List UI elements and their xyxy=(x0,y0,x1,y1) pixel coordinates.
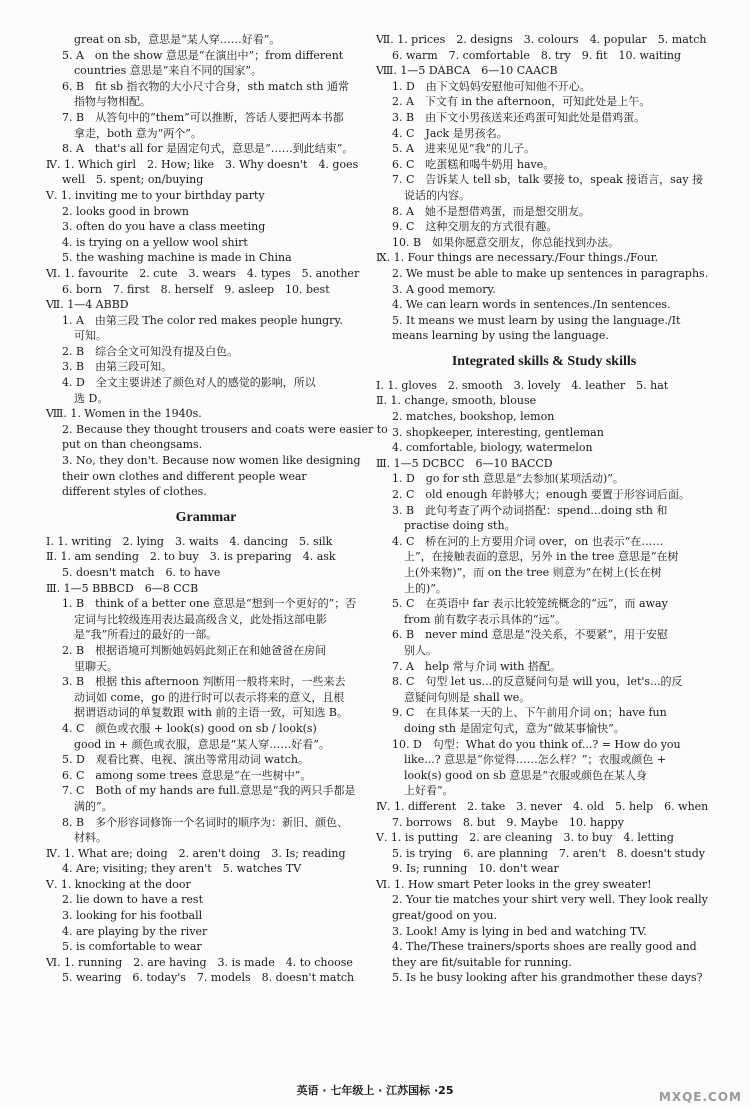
answer-line: Ⅶ. 1. prices 2. designs 3. colours 4. popular 5. match xyxy=(376,33,707,46)
answer-line: 指物与物相配。 xyxy=(74,95,151,109)
answer-line: 6. B never mind 意思是“没关系，不要紧”，用于安慰 xyxy=(392,628,668,642)
answer-line: 动词如 come，go 的进行时可以表示将来的意义，且根 xyxy=(74,690,345,704)
answer-line: good in + 颜色或衣服，意思是“某人穿……好看”。 xyxy=(74,737,330,751)
answer-line: 2. looks good in brown xyxy=(62,204,189,218)
answer-line: practise doing sth。 xyxy=(404,519,516,533)
answer-line: 满的”。 xyxy=(74,799,113,813)
answer-line: 4. are playing by the river xyxy=(62,924,208,938)
answer-line: 3. often do you have a class meeting xyxy=(62,220,266,234)
answer-line: 2. C old enough 年龄够大；enough 要置于形容词后面。 xyxy=(392,488,690,502)
answer-line: 3. looking for his football xyxy=(62,909,203,923)
answer-line: 2. Your tie matches your shirt very well. They look really xyxy=(392,893,708,907)
answer-line: 8. C 句型 let us...的反意疑问句是 will you，let's...的反 xyxy=(392,675,683,689)
answer-line: like...? 意思是“你觉得……怎么样？”；衣服或颜色 + xyxy=(404,753,667,767)
answer-line: 据谓语动词的单复数跟 with 前的主语一致，可知选 B。 xyxy=(74,706,349,720)
answer-line: 意疑问句则是 shall we。 xyxy=(404,690,531,704)
answer-line: 别人。 xyxy=(404,643,437,657)
answer-line: 4. The/These trainers/sports shoes are really good and xyxy=(392,940,697,954)
answer-line: 9. C 这种交朋友的方式很有趣。 xyxy=(392,220,558,234)
answer-line: Ⅶ. 1—4 ABBD xyxy=(46,298,129,312)
answer-line: their own clothes and different people wear xyxy=(62,469,307,483)
answer-line: 7. C Both of my hands are full.意思是“我的两只手都是 xyxy=(62,784,356,798)
answer-line: 3. No, they don't. Because now women like designing xyxy=(62,454,361,468)
answer-line: 7. A help 常与介词 with 搭配。 xyxy=(392,659,562,673)
answer-line: 10. B 如果你愿意交朋友，你总能找到办法。 xyxy=(392,235,620,249)
answer-line: 3. B 根据 this afternoon 判断用一般将来时，一些来去 xyxy=(62,675,346,689)
answer-line: Ⅳ. 1. What are; doing 2. aren't doing 3. Is; reading xyxy=(46,846,346,860)
answer-line: great/good on you. xyxy=(392,909,497,923)
answer-line: Ⅳ. 1. different 2. take 3. never 4. old 5. help 6. when xyxy=(376,799,709,813)
answer-line: 2. Because they thought trousers and coats were easier to xyxy=(62,422,388,436)
answer-line: Ⅸ. 1. Four things are necessary./Four things./Four. xyxy=(376,251,659,265)
answer-line: Ⅰ. 1. writing 2. lying 3. waits 4. dancing 5. silk xyxy=(46,534,333,548)
answer-line: they are fit/suitable for running. xyxy=(392,955,572,969)
answer-line: 3. B 此句考查了两个动词搭配：spend...doing sth 和 xyxy=(392,503,668,517)
answer-line: 2. B 根据语境可判断她妈妈此刻正在和她爸爸在房间 xyxy=(62,643,327,657)
answer-line: Ⅴ. 1. inviting me to your birthday party xyxy=(46,188,265,202)
answer-line: 5. is trying 6. are planning 7. aren't 8. doesn't study xyxy=(392,846,706,860)
answer-line: countries 意思是“来自不同的国家”。 xyxy=(74,64,263,78)
answer-line: 5. A 进来见见“我”的儿子。 xyxy=(392,142,536,156)
answer-line: 拿走，both 意为“两个”。 xyxy=(74,126,202,140)
answer-line: doing sth 是固定句式，意为“做某事愉快”。 xyxy=(404,721,625,735)
answer-line: 3. Look! Amy is lying in bed and watching TV. xyxy=(392,924,647,938)
watermark-logo: MXQE.COM xyxy=(658,1090,742,1105)
answer-line: 上好看”。 xyxy=(404,784,454,798)
answer-line: 6. born 7. first 8. herself 9. asleep 10. best xyxy=(62,282,330,296)
answer-line: 4. D 全文主要讲述了颜色对人的感觉的影响，所以 xyxy=(62,376,316,390)
answer-line: 1. B think of a better one 意思是“想到一个更好的”；否 xyxy=(62,597,357,611)
right-column xyxy=(376,32,712,986)
page-footer: 英语 · 七年级上 · 江苏国标 ·25 xyxy=(296,1084,454,1097)
answer-line: 4. comfortable, biology, watermelon xyxy=(392,441,593,455)
answer-line: 5. D 观看比赛、电视、演出等常用动词 watch。 xyxy=(62,753,309,767)
answer-line: 4. Are; visiting; they aren't 5. watches TV xyxy=(62,862,302,876)
answer-line: 1. A 由第三段 The color red makes people hungry. xyxy=(62,313,343,327)
answer-line: 上”，在接触表面的意思，另外 in the tree 意思是“在树 xyxy=(404,550,679,564)
answer-line: 3. shopkeeper, interesting, gentleman xyxy=(392,425,604,439)
answer-line: put on than cheongsams. xyxy=(62,438,203,452)
answer-line: 3. B 由第三段可知。 xyxy=(62,360,173,374)
answer-line: from 前有数字表示具体的“远”。 xyxy=(404,612,567,626)
answer-line: 6. B fit sb 指衣物的大小尺寸合身，sth match sth 通常 xyxy=(62,79,349,93)
answer-line: 8. B 多个形容词修饰一个名词时的顺序为：新旧、颜色、 xyxy=(62,815,349,829)
answer-line: Ⅵ. 1. running 2. are having 3. is made 4. to choose xyxy=(46,955,353,969)
answer-line: 3. B 由下文小男孩送来还鸡蛋可知此处是借鸡蛋。 xyxy=(392,110,646,124)
answer-line: Ⅷ. 1. Women in the 1940s. xyxy=(46,407,202,421)
answer-line: Ⅰ. 1. gloves 2. smooth 3. lovely 4. leather 5. hat xyxy=(376,378,669,392)
answer-line: look(s) good on sb 意思是“衣服或颜色在某人身 xyxy=(404,768,647,782)
answer-line: 2. matches, bookshop, lemon xyxy=(392,410,555,424)
answer-line: 6. warm 7. comfortable 8. try 9. fit 10. waiting xyxy=(392,48,682,62)
answer-line: 材料。 xyxy=(74,831,107,845)
answer-line: 4. C Jack 是男孩名。 xyxy=(392,126,508,140)
answer-line: 2. B 综合全文可知没有提及白色。 xyxy=(62,344,239,358)
answer-line: 5. doesn't match 6. to have xyxy=(62,566,221,579)
answer-line: 6. C 吃蛋糕和喝牛奶用 have。 xyxy=(392,157,555,171)
answer-line: 上(外来物)”，而 on the tree 则意为“在树上(长在树 xyxy=(404,566,662,579)
answer-line: 可知。 xyxy=(74,329,107,343)
answer-line: 5. C 在英语中 far 表示比较笼统概念的“远”，而 away xyxy=(392,597,668,611)
answer-line: 5. wearing 6. today's 7. models 8. doesn't match xyxy=(62,971,355,985)
answer-line: 5. A on the show 意思是“在演出中”；from different xyxy=(62,48,344,62)
answer-line: Ⅲ. 1—5 BBBCD 6—8 CCB xyxy=(46,581,199,595)
answer-line: 2. We must be able to make up sentences in paragraphs. xyxy=(392,266,709,280)
answer-line: 2. lie down to have a rest xyxy=(62,893,203,907)
answer-line: different styles of clothes. xyxy=(62,485,207,499)
answer-line: Ⅴ. 1. knocking at the door xyxy=(46,877,191,891)
answer-line: Ⅷ. 1—5 DABCA 6—10 CAACB xyxy=(376,64,558,78)
answer-line: 4. C 颜色或衣服 + look(s) good on sb / look(s) xyxy=(62,721,317,735)
answer-line: 8. A 她不是想借鸡蛋，而是想交朋友。 xyxy=(392,204,590,218)
answer-line: 6. C among some trees 意思是“在一些树中”。 xyxy=(62,768,312,782)
answer-line: 5. is comfortable to wear xyxy=(62,940,202,954)
answer-line: 5. Is he busy looking after his grandmother these days? xyxy=(392,971,703,985)
answer-line: 选 D。 xyxy=(74,391,109,405)
answer-line: 5. It means we must learn by using the language./It xyxy=(392,313,681,327)
answer-line: 是“我”所看过的最好的一部。 xyxy=(74,628,218,642)
answer-line: 说话的内容。 xyxy=(404,188,470,202)
answer-line: Ⅵ. 1. How smart Peter looks in the grey sweater! xyxy=(376,877,652,891)
answer-line: 7. borrows 8. but 9. Maybe 10. happy xyxy=(392,815,624,829)
section-heading: Grammar xyxy=(175,509,237,525)
answer-line: Ⅲ. 1—5 DCBCC 6—10 BACCD xyxy=(376,456,553,470)
answer-line: Ⅴ. 1. is putting 2. are cleaning 3. to buy 4. letting xyxy=(376,831,674,845)
answer-line: 10. D 句型：What do you think of...? = How do you xyxy=(392,737,681,751)
answer-line: 定词与比较级连用表达最高级含义，此处指这部电影 xyxy=(74,612,327,626)
answer-line: Ⅱ. 1. am sending 2. to buy 3. is preparing 4. ask xyxy=(46,550,336,564)
answer-line: 9. Is; running 10. don't wear xyxy=(392,862,559,876)
answer-line: Ⅳ. 1. Which girl 2. How; like 3. Why doesn't 4. goes xyxy=(46,157,359,171)
answer-line: 1. D 由下文妈妈安慰他可知他不开心。 xyxy=(392,79,591,93)
answer-line: Ⅱ. 1. change, smooth, blouse xyxy=(376,394,537,408)
answer-line: 7. C 告诉某人 tell sb，talk 要接 to，speak 接语言，say 接 xyxy=(392,173,704,187)
answer-line: well 5. spent; on/buying xyxy=(62,173,204,187)
answer-line: 4. is trying on a yellow wool shirt xyxy=(62,235,248,249)
answer-line: 1. D go for sth 意思是“去参加(某项活动)”。 xyxy=(392,472,624,486)
answer-line: Ⅵ. 1. favourite 2. cute 3. wears 4. types 5. another xyxy=(46,266,360,280)
answer-line: 7. B 从答句中的“them”可以推断，答话人要把两本书都 xyxy=(62,110,344,124)
answer-line: 4. We can learn words in sentences./In sentences. xyxy=(392,298,671,312)
answer-line: 8. A that's all for 是固定句式，意思是“……到此结束”。 xyxy=(62,142,354,156)
answer-line: 里聊天。 xyxy=(74,659,118,673)
answer-line: 2. A 下文有 in the afternoon，可知此处是上午。 xyxy=(392,95,651,109)
left-column xyxy=(46,32,388,986)
answer-line: 5. the washing machine is made in China xyxy=(62,251,292,265)
answer-line: 上的)”。 xyxy=(404,581,447,595)
section-heading: Integrated skills & Study skills xyxy=(451,353,637,369)
answer-line: 3. A good memory. xyxy=(392,282,496,296)
answer-line: 9. C 在具体某一天的上、下午前用介词 on；have fun xyxy=(392,706,667,720)
answer-line: means learning by using the language. xyxy=(392,329,609,343)
answer-line: great on sb，意思是“某人穿……好看”。 xyxy=(74,33,281,46)
answer-line: 4. C 桥在河的上方要用介词 over，on 也表示“在…… xyxy=(392,534,664,548)
